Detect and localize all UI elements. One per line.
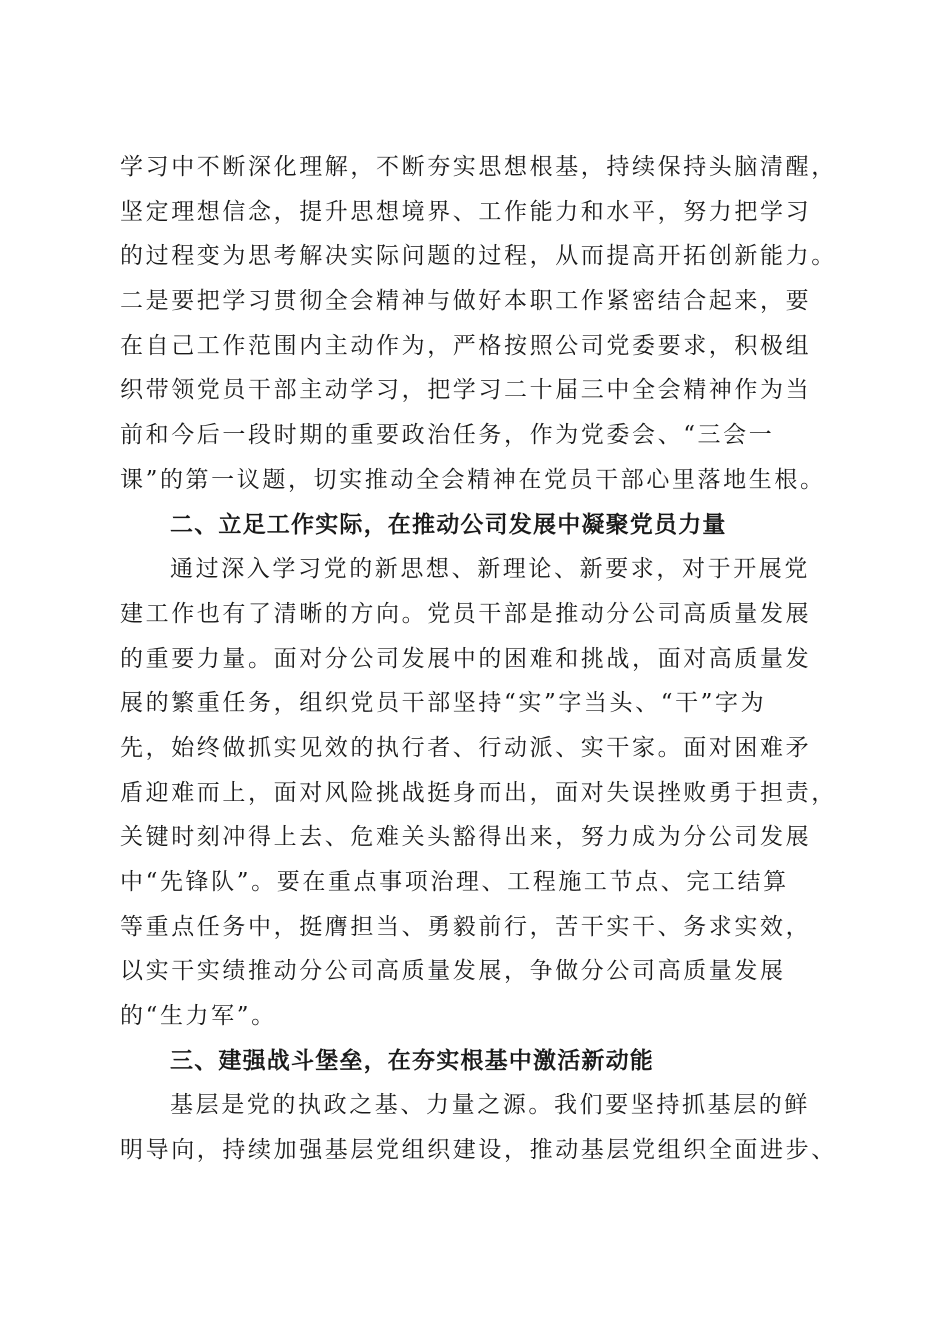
text-line: 前和今后一段时期的重要政治任务，作为党委会、“三会一 [120,422,775,449]
text-line: 的过程变为思考解决实际问题的过程，从而提高开拓创新能力。 [120,243,837,270]
text-line: 织带领党员干部主动学习，把学习二十届三中全会精神作为当 [120,377,812,404]
text-line: 基层是党的执政之基、力量之源。我们要坚持抓基层的鲜 [170,1092,810,1119]
text-line: 的重要力量。面对分公司发展中的困难和挑战，面对高质量发 [120,645,812,672]
document-page [120,145,838,1173]
text-line: 盾迎难而上，面对风险挑战挺身而出，面对失误挫败勇于担责， [120,779,837,806]
section-heading-2: 二、立足工作实际，在推动公司发展中凝聚党员力量 [170,511,727,538]
text-line: 展的繁重任务，组织党员干部坚持“实”字当头、“干”字为 [120,690,767,717]
text-line: 以实干实绩推动分公司高质量发展，争做分公司高质量发展 [120,958,786,985]
text-line: 课”的第一议题，切实推动全会精神在党员干部心里落地生根。 [120,466,826,493]
text-line: 明导向，持续加强基层党组织建设，推动基层党组织全面进步、 [120,1137,837,1164]
text-line: 建工作也有了清晰的方向。党员干部是推动分公司高质量发展 [120,600,812,627]
text-line: 的“生力军”。 [120,1003,277,1030]
paragraph-1 [120,145,838,503]
text-line: 学习中不断深化理解，不断夯实思想根基，持续保持头脑清醒， [120,154,837,180]
text-line: 中“先锋队”。要在重点事项治理、工程施工节点、完工结算 [120,869,789,895]
text-line: 坚定理想信念，提升思想境界、工作能力和水平，努力把学习 [120,198,812,225]
text-line: 先，始终做抓实见效的执行者、行动派、实干家。面对困难矛 [120,734,812,761]
text-line: 二是要把学习贯彻全会精神与做好本职工作紧密结合起来，要 [120,288,812,315]
section-heading-3: 三、建强战斗堡垒，在夯实根基中激活新动能 [170,1047,654,1074]
text-line: 在自己工作范围内主动作为，严格按照公司党委要求，积极组 [120,332,812,359]
paragraph-2 [120,547,838,1039]
paragraph-3 [120,1083,838,1172]
text-line: 等重点任务中，挺膺担当、勇毅前行，苦干实干、务求实效， [120,913,812,940]
text-line: 通过深入学习党的新思想、新理论、新要求，对于开展党 [170,556,810,583]
text-line: 关键时刻冲得上去、危难关头豁得出来，努力成为分公司发展 [120,824,812,851]
